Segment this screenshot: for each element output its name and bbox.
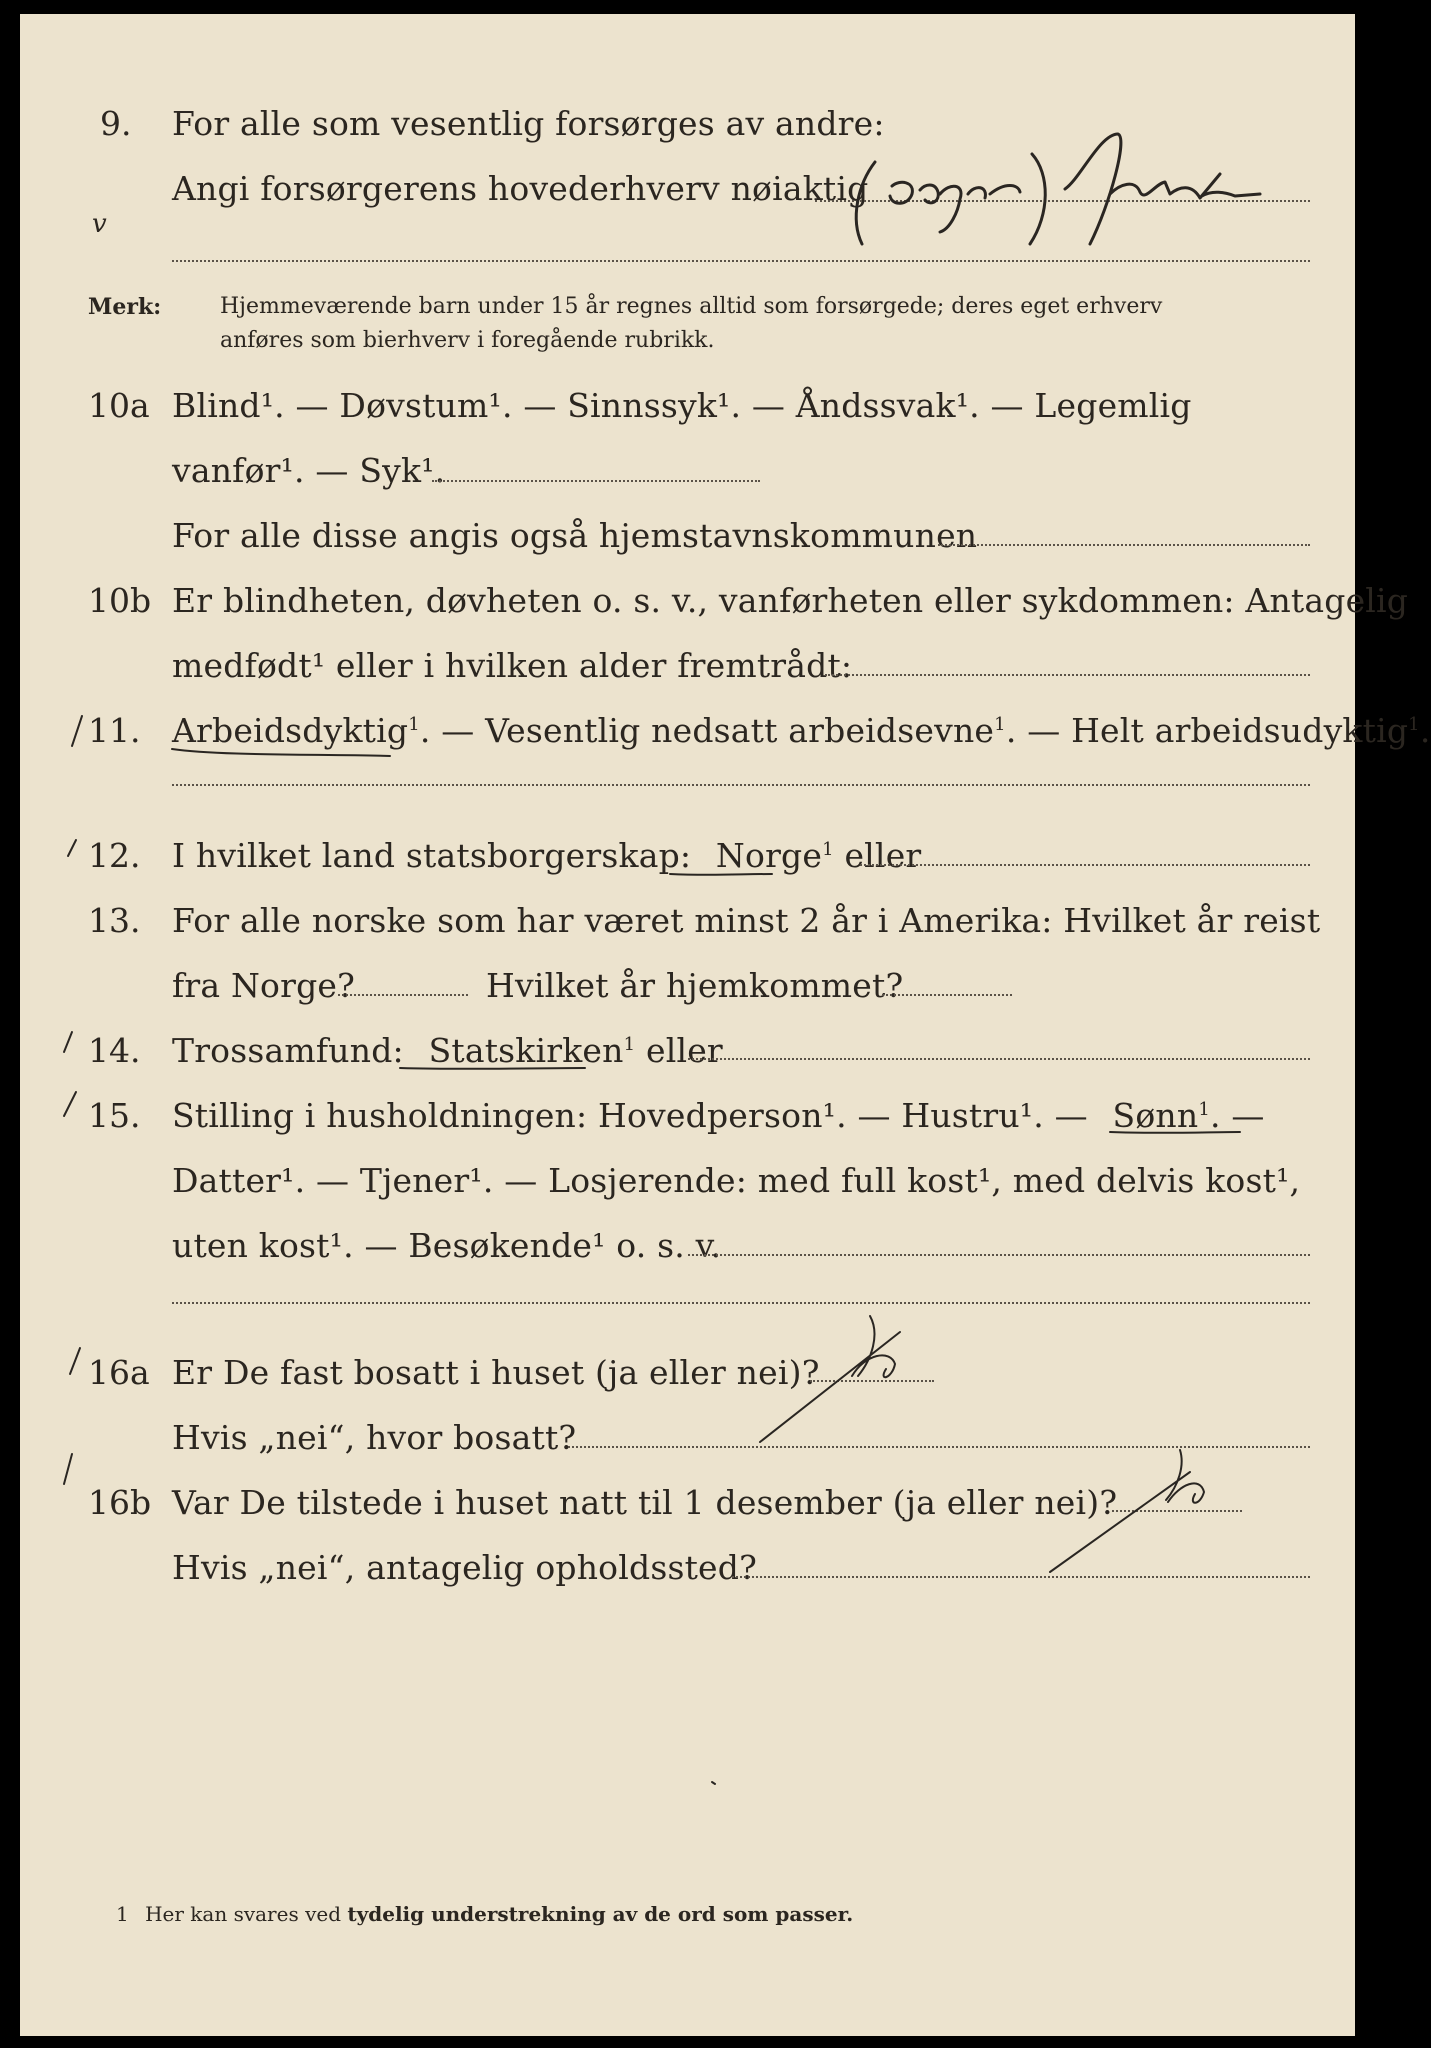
tick-q16b bbox=[64, 1454, 72, 1484]
q11-arbeidsdyktig[interactable]: Arbeidsdyktig bbox=[172, 711, 409, 750]
underline-sonn bbox=[1110, 1132, 1240, 1133]
q16b-number: 16b bbox=[88, 1483, 152, 1522]
tick-q15 bbox=[64, 1092, 76, 1116]
q10a-line3: For alle disse angis også hjemstavnskommunen bbox=[172, 516, 978, 555]
q10a-line1: Blind¹. — Døvstum¹. — Sinnssyk¹. — Åndssvak¹. — Legemlig bbox=[172, 386, 1192, 425]
q10a-number: 10a bbox=[88, 386, 150, 425]
q16a-line1: Er De fast bosatt i huset (ja eller nei)? bbox=[172, 1353, 820, 1392]
q10b-number: 10b bbox=[88, 581, 152, 620]
merk-line1: Hjemmeværende barn under 15 år regnes alltid som forsørgede; deres eget erhverv bbox=[220, 294, 1163, 319]
q15-sonn[interactable]: Sønn bbox=[1112, 1096, 1199, 1135]
q16a-line2: Hvis „nei“, hvor bosatt? bbox=[172, 1418, 577, 1457]
tick-q14 bbox=[64, 1032, 72, 1052]
underline-arbeidsdyktig bbox=[172, 749, 390, 756]
q16b-ja-handwriting bbox=[1050, 1450, 1204, 1572]
q11-text: Arbeidsdyktig$^1$. — Vesentlig nedsatt arbeidsevne$^1$. — Helt arbeidsudyktig$^1$. bbox=[172, 711, 1431, 750]
q16a-number: 16a bbox=[88, 1353, 150, 1392]
q13-number: 13. bbox=[88, 901, 141, 940]
footnote-emphasis: tydelig understrekning av de ord som passer. bbox=[347, 1902, 854, 1926]
q9-check-mark: v bbox=[92, 209, 107, 239]
q16b-line1: Var De tilstede i huset natt til 1 desember (ja eller nei)? bbox=[172, 1483, 1118, 1522]
q12-number: 12. bbox=[88, 836, 141, 875]
underline-norge bbox=[670, 874, 772, 875]
q13-line2a: fra Norge? bbox=[172, 966, 356, 1005]
tick-q12 bbox=[68, 840, 76, 856]
ink-annotations bbox=[20, 14, 1355, 2036]
q9-line2: Angi forsørgerens hovederhverv nøiaktig bbox=[172, 169, 869, 208]
q13-line2b: Hvilket år hjemkommet? bbox=[486, 966, 904, 1005]
q14-text: Trossamfund: Statskirken$^1$ eller bbox=[172, 1031, 723, 1070]
footnote-marker: 1 bbox=[116, 1902, 129, 1926]
q11-number: 11. bbox=[88, 711, 141, 750]
q9-line1: For alle som vesentlig forsørges av andre: bbox=[172, 104, 885, 143]
tick-q11 bbox=[72, 716, 82, 746]
q9-number: 9. bbox=[100, 104, 132, 143]
tick-q16a bbox=[70, 1348, 80, 1374]
merk-label: Merk: bbox=[88, 294, 162, 320]
q12-norge[interactable]: Norge bbox=[715, 836, 823, 875]
q10b-line2: medfødt¹ eller i hvilken alder fremtrådt: bbox=[172, 646, 853, 685]
q12-text: I hvilket land statsborgerskap: Norge$^1$ eller bbox=[172, 836, 922, 875]
census-form-page bbox=[20, 14, 1431, 2036]
q10a-line2: vanfør¹. — Syk¹. bbox=[172, 451, 446, 490]
q16b-line2: Hvis „nei“, antagelig opholdssted? bbox=[172, 1548, 757, 1587]
q15-line1: Stilling i husholdningen: Hovedperson¹. — Hustru¹. — Sønn$^1$. — bbox=[172, 1096, 1265, 1135]
footnote: 1 Her kan svares ved tydelig understrekning av de ord som passer. bbox=[116, 1902, 854, 1926]
q15-line2: Datter¹. — Tjener¹. — Losjerende: med full kost¹, med delvis kost¹, bbox=[172, 1161, 1301, 1200]
q15-line3: uten kost¹. — Besøkende¹ o. s. v. bbox=[172, 1226, 722, 1265]
q14-statskirken[interactable]: Statskirken bbox=[428, 1031, 624, 1070]
q16a-ja-handwriting bbox=[760, 1316, 900, 1442]
q14-number: 14. bbox=[88, 1031, 141, 1070]
ink-dot bbox=[712, 1782, 715, 1784]
merk-line2: anføres som bierhverv i foregående rubrikk. bbox=[220, 328, 715, 353]
q10b-line1: Er blindheten, døvheten o. s. v., vanførheten eller sykdommen: Antagelig bbox=[172, 581, 1409, 620]
q13-line1: For alle norske som har været minst 2 år i Amerika: Hvilket år reist bbox=[172, 901, 1321, 940]
underline-statskirken bbox=[400, 1068, 585, 1069]
q15-number: 15. bbox=[88, 1096, 141, 1135]
